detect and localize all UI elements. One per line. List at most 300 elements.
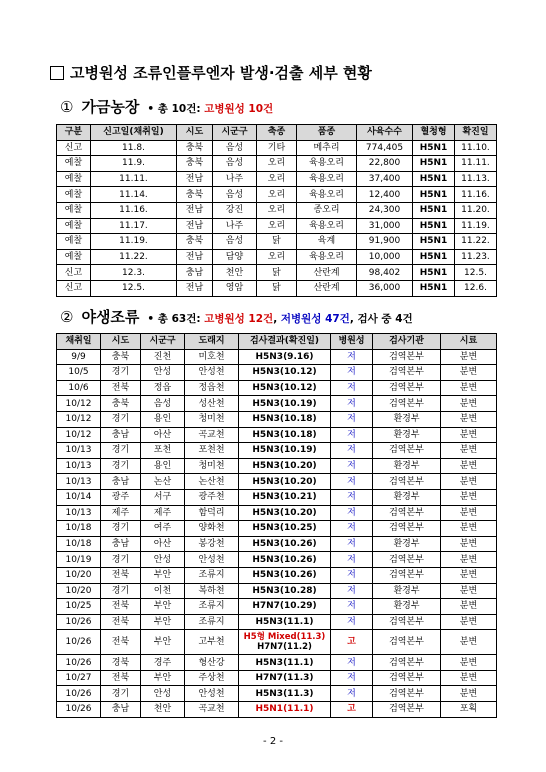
table-row: [57, 411, 497, 427]
table-cell: H5N3(10.20): [239, 505, 331, 521]
wild-header-cell: 시도: [101, 334, 141, 350]
table-cell: 검역본부: [373, 521, 441, 537]
table-cell: 영암: [213, 280, 257, 296]
table-row: [57, 702, 497, 718]
table-cell: 경기: [101, 365, 141, 381]
table-row: [57, 686, 497, 702]
table-cell: 11.23.: [455, 249, 497, 265]
table-cell: 이천: [141, 583, 185, 599]
wild-header-cell: 검사기관: [373, 334, 441, 350]
table-cell: 충북: [101, 396, 141, 412]
table-cell: 검역본부: [373, 702, 441, 718]
table-cell: 음성: [213, 234, 257, 250]
table-cell: 검역본부: [373, 567, 441, 583]
table-cell: 11.16.: [91, 202, 177, 218]
table-cell: 10/20: [57, 583, 101, 599]
table-cell: 충남: [101, 474, 141, 490]
table-row: [57, 156, 497, 172]
table-cell: 37,400: [357, 171, 413, 187]
table-cell: 안성천: [185, 552, 239, 568]
table-cell: 검역본부: [373, 474, 441, 490]
table-cell: 저: [331, 599, 373, 615]
table-cell: 전남: [177, 202, 213, 218]
table-cell: 검역본부: [373, 505, 441, 521]
table-cell: H5N3(10.18): [239, 411, 331, 427]
table-cell: 22,800: [357, 156, 413, 172]
table-cell: 10/26: [57, 686, 101, 702]
table-cell: H5N3(10.26): [239, 552, 331, 568]
table-cell: 11.9.: [91, 156, 177, 172]
table-cell: 분변: [441, 670, 497, 686]
table-row: [57, 187, 497, 203]
table-cell: 분변: [441, 521, 497, 537]
table-cell: 환경부: [373, 458, 441, 474]
table-cell: H5N3(10.20): [239, 458, 331, 474]
table-cell: 신고: [57, 280, 91, 296]
table-cell: 육용오리: [297, 218, 357, 234]
table-cell: 검역본부: [373, 552, 441, 568]
table-cell: 분변: [441, 567, 497, 583]
table-cell: 10/12: [57, 411, 101, 427]
table-cell: 분변: [441, 365, 497, 381]
table-cell: 10/13: [57, 443, 101, 459]
table-cell: H5N3(10.26): [239, 536, 331, 552]
table-cell: 10/14: [57, 489, 101, 505]
table-cell: 용인: [141, 411, 185, 427]
table-cell: 고: [331, 630, 373, 655]
table-cell: 10/13: [57, 474, 101, 490]
table-row: [57, 140, 497, 156]
table-cell: 검역본부: [373, 670, 441, 686]
table-cell: 예찰: [57, 218, 91, 234]
table-row: [57, 489, 497, 505]
table-cell: 10/27: [57, 670, 101, 686]
table-cell: 정읍천: [185, 380, 239, 396]
checkbox-square-icon: [50, 66, 64, 80]
table-cell: 11.13.: [455, 171, 497, 187]
table-row: [57, 280, 497, 296]
table-cell: 경주: [141, 655, 185, 671]
table-cell: 11.22.: [455, 234, 497, 250]
table-cell: 육용오리: [297, 156, 357, 172]
table-cell: 아산: [141, 536, 185, 552]
table-cell: 10/26: [57, 614, 101, 630]
table-cell: 11.22.: [91, 249, 177, 265]
table-cell: 복하천: [185, 583, 239, 599]
wild-header-cell: 채취일: [57, 334, 101, 350]
farm-table-header: [57, 125, 497, 141]
wild-summary-sep: ,: [273, 313, 281, 325]
table-row: [57, 614, 497, 630]
table-cell: 광주천: [185, 489, 239, 505]
table-cell: 진천: [141, 349, 185, 365]
table-cell: 환경부: [373, 427, 441, 443]
table-cell: 육용오리: [297, 249, 357, 265]
table-cell: 포획: [441, 702, 497, 718]
table-cell: H5N3(10.12): [239, 380, 331, 396]
table-cell: 10/13: [57, 505, 101, 521]
table-cell: 저: [331, 474, 373, 490]
table-cell: 10/18: [57, 536, 101, 552]
table-row: [57, 599, 497, 615]
table-cell: H5N3(10.28): [239, 583, 331, 599]
table-cell: 검역본부: [373, 380, 441, 396]
table-cell: 담양: [213, 249, 257, 265]
table-cell: 경기: [101, 443, 141, 459]
table-cell: 검역본부: [373, 396, 441, 412]
table-cell: 여주: [141, 521, 185, 537]
table-cell: 닭: [257, 234, 297, 250]
table-row: [57, 670, 497, 686]
wild-summary-lp: 저병원성 47건: [280, 313, 350, 325]
table-cell: 10/26: [57, 702, 101, 718]
table-cell: 환경부: [373, 536, 441, 552]
table-cell: 저: [331, 349, 373, 365]
table-cell: 검역본부: [373, 365, 441, 381]
table-row: [57, 396, 497, 412]
table-cell: 분변: [441, 583, 497, 599]
table-cell: H7N7(10.29): [239, 599, 331, 615]
table-cell: 10/12: [57, 427, 101, 443]
table-cell: [239, 630, 331, 655]
table-cell: 안성: [141, 686, 185, 702]
table-cell: 음성: [213, 140, 257, 156]
table-cell: 경기: [101, 521, 141, 537]
table-cell: 고: [331, 702, 373, 718]
table-cell: 산란계: [297, 265, 357, 281]
table-cell: 11.14.: [91, 187, 177, 203]
table-cell: 분변: [441, 443, 497, 459]
table-row: [57, 552, 497, 568]
table-cell: 충북: [177, 187, 213, 203]
table-cell: 분변: [441, 536, 497, 552]
farm-summary-hp: 고병원성 10건: [204, 103, 274, 115]
table-cell: 청미천: [185, 411, 239, 427]
table-cell: 미호천: [185, 349, 239, 365]
table-cell: 분변: [441, 427, 497, 443]
table-row: [57, 380, 497, 396]
table-cell: 안성천: [185, 365, 239, 381]
table-cell: 경기: [101, 552, 141, 568]
table-cell: 포천천: [185, 443, 239, 459]
table-cell: 충북: [177, 234, 213, 250]
table-cell: 종오리: [297, 202, 357, 218]
table-row: [57, 218, 497, 234]
table-cell: 분변: [441, 505, 497, 521]
table-cell: 부안: [141, 614, 185, 630]
table-cell: 육용오리: [297, 171, 357, 187]
table-cell: 검역본부: [373, 443, 441, 459]
table-cell: 부안: [141, 599, 185, 615]
table-row: [57, 505, 497, 521]
wild-section-number: ②: [60, 308, 74, 326]
table-cell: 조류지: [185, 599, 239, 615]
table-cell: 전남: [177, 171, 213, 187]
table-cell: H5N1: [413, 249, 455, 265]
table-cell: 경기: [101, 686, 141, 702]
table-cell: 11.10.: [455, 140, 497, 156]
table-cell: 10/26: [57, 655, 101, 671]
table-cell: 검역본부: [373, 655, 441, 671]
table-cell: 아산: [141, 427, 185, 443]
table-cell: H5N3(10.18): [239, 427, 331, 443]
table-row: [57, 583, 497, 599]
table-cell: 저: [331, 670, 373, 686]
farm-header-cell: 시도: [177, 125, 213, 141]
table-cell: 논산천: [185, 474, 239, 490]
table-cell: H5N3(10.26): [239, 567, 331, 583]
table-cell: 닭: [257, 265, 297, 281]
table-cell: 안성: [141, 365, 185, 381]
table-cell: 용인: [141, 458, 185, 474]
table-cell: 10/20: [57, 567, 101, 583]
table-cell: 경기: [101, 458, 141, 474]
table-cell: 오리: [257, 249, 297, 265]
wild-section-title: 야생조류: [81, 308, 140, 326]
farm-header-cell: 품종: [297, 125, 357, 141]
table-row: [57, 474, 497, 490]
table-row: [57, 427, 497, 443]
table-cell: 분변: [441, 474, 497, 490]
table-cell: 10/12: [57, 396, 101, 412]
table-cell: 제주: [141, 505, 185, 521]
table-cell: 육용오리: [297, 187, 357, 203]
table-cell: 봉강천: [185, 536, 239, 552]
table-cell: 분변: [441, 599, 497, 615]
table-row: [57, 443, 497, 459]
table-cell: 10/26: [57, 630, 101, 655]
table-row: [57, 349, 497, 365]
table-cell: 서구: [141, 489, 185, 505]
table-cell: 환경부: [373, 599, 441, 615]
table-row: [57, 521, 497, 537]
table-cell: 경기: [101, 583, 141, 599]
table-cell: 저: [331, 458, 373, 474]
farm-header-cell: 신고일(채취일): [91, 125, 177, 141]
table-cell: 환경부: [373, 489, 441, 505]
table-cell: 오리: [257, 187, 297, 203]
result-line: H5형 Mixed(11.3): [243, 632, 326, 643]
table-cell: 저: [331, 536, 373, 552]
table-cell: H5N1: [413, 234, 455, 250]
table-cell: 전북: [101, 630, 141, 655]
wild-header-cell: 도래지: [185, 334, 239, 350]
table-cell: 부안: [141, 670, 185, 686]
table-cell: 천안: [141, 702, 185, 718]
table-cell: H5N1: [413, 280, 455, 296]
table-cell: 전남: [177, 249, 213, 265]
table-cell: 메추리: [297, 140, 357, 156]
table-cell: 분변: [441, 380, 497, 396]
farm-header-cell: 축종: [257, 125, 297, 141]
wild-table: [56, 333, 497, 718]
table-cell: 전남: [177, 218, 213, 234]
table-cell: 저: [331, 552, 373, 568]
table-cell: 충남: [101, 427, 141, 443]
farm-header-cell: 혈청형: [413, 125, 455, 141]
table-cell: 안성: [141, 552, 185, 568]
result-line: H7N7(11.2): [257, 642, 312, 653]
table-cell: 주상천: [185, 670, 239, 686]
table-cell: 부안: [141, 567, 185, 583]
wild-table-header: [57, 334, 497, 350]
farm-header-cell: 시군구: [213, 125, 257, 141]
table-cell: 나주: [213, 171, 257, 187]
table-cell: 나주: [213, 218, 257, 234]
table-cell: 12.3.: [91, 265, 177, 281]
table-cell: 774,405: [357, 140, 413, 156]
table-cell: 12.6.: [455, 280, 497, 296]
table-cell: 예찰: [57, 187, 91, 203]
table-cell: 10/5: [57, 365, 101, 381]
table-row: [57, 265, 497, 281]
table-cell: 제주: [101, 505, 141, 521]
table-cell: 저: [331, 411, 373, 427]
table-cell: 산란계: [297, 280, 357, 296]
table-cell: 11.11.: [455, 156, 497, 172]
table-cell: 10/25: [57, 599, 101, 615]
table-cell: 부안: [141, 630, 185, 655]
table-cell: 형산강: [185, 655, 239, 671]
table-cell: 포천: [141, 443, 185, 459]
table-cell: 24,300: [357, 202, 413, 218]
table-cell: 오리: [257, 171, 297, 187]
table-cell: H5N3(11.1): [239, 655, 331, 671]
table-cell: 양화천: [185, 521, 239, 537]
table-cell: 정읍: [141, 380, 185, 396]
table-cell: 분변: [441, 686, 497, 702]
table-cell: 청미천: [185, 458, 239, 474]
table-cell: 기타: [257, 140, 297, 156]
table-cell: 전북: [101, 567, 141, 583]
table-row: [57, 536, 497, 552]
table-row: [57, 249, 497, 265]
table-cell: 예찰: [57, 202, 91, 218]
table-cell: 예찰: [57, 171, 91, 187]
farm-header-cell: 확진일: [455, 125, 497, 141]
table-cell: 전북: [101, 614, 141, 630]
table-cell: 저: [331, 583, 373, 599]
table-cell: 10/13: [57, 458, 101, 474]
wild-header-cell: 병원성: [331, 334, 373, 350]
table-cell: H5N1: [413, 171, 455, 187]
table-cell: 31,000: [357, 218, 413, 234]
table-cell: 광주: [101, 489, 141, 505]
wild-summary-hp: 고병원성 12건: [204, 313, 274, 325]
table-cell: H5N3(10.25): [239, 521, 331, 537]
table-row: [57, 202, 497, 218]
table-cell: 저: [331, 443, 373, 459]
table-cell: 검역본부: [373, 630, 441, 655]
table-cell: 곡교천: [185, 427, 239, 443]
wild-summary-rest: , 검사 중 4건: [349, 313, 413, 325]
table-cell: 11.17.: [91, 218, 177, 234]
farm-table: [56, 124, 497, 297]
table-cell: 12.5.: [91, 280, 177, 296]
page-title-text: 고병원성 조류인플루엔자 발생·검출 세부 현황: [70, 64, 372, 82]
table-cell: H5N1: [413, 265, 455, 281]
table-cell: H5N3(11.1): [239, 614, 331, 630]
table-cell: 음성: [213, 156, 257, 172]
table-row: [57, 171, 497, 187]
table-cell: 검역본부: [373, 686, 441, 702]
table-cell: 조류지: [185, 567, 239, 583]
table-cell: 분변: [441, 489, 497, 505]
table-cell: 검역본부: [373, 349, 441, 365]
table-cell: H5N3(10.12): [239, 365, 331, 381]
table-cell: 분변: [441, 458, 497, 474]
table-cell: 함덕리: [185, 505, 239, 521]
table-cell: 안성천: [185, 686, 239, 702]
table-cell: 전북: [101, 599, 141, 615]
page-title: [50, 62, 372, 83]
table-cell: 환경부: [373, 583, 441, 599]
page-number: - 2 -: [263, 736, 283, 747]
table-cell: 11.11.: [91, 171, 177, 187]
table-cell: 경기: [101, 411, 141, 427]
table-cell: 환경부: [373, 411, 441, 427]
table-cell: 예찰: [57, 249, 91, 265]
table-cell: 11.20.: [455, 202, 497, 218]
table-cell: 10/18: [57, 521, 101, 537]
table-cell: 91,900: [357, 234, 413, 250]
table-cell: 신고: [57, 265, 91, 281]
table-cell: 음성: [141, 396, 185, 412]
table-cell: 분변: [441, 655, 497, 671]
table-row: [57, 234, 497, 250]
table-cell: 저: [331, 505, 373, 521]
wild-summary: [147, 311, 412, 326]
farm-header-cell: 사육수수: [357, 125, 413, 141]
table-cell: 전북: [101, 670, 141, 686]
table-cell: H5N1: [413, 140, 455, 156]
table-cell: 98,402: [357, 265, 413, 281]
table-cell: 11.19.: [455, 218, 497, 234]
wild-header-cell: 시군구: [141, 334, 185, 350]
table-cell: 저: [331, 614, 373, 630]
farm-summary-prefix: • 총 10건:: [147, 103, 205, 115]
table-row: [57, 567, 497, 583]
table-cell: 저: [331, 567, 373, 583]
table-cell: 분변: [441, 411, 497, 427]
table-cell: H5N3(9.16): [239, 349, 331, 365]
table-cell: 분변: [441, 614, 497, 630]
table-cell: 10/6: [57, 380, 101, 396]
table-cell: 검역본부: [373, 614, 441, 630]
farm-section-heading: [60, 96, 273, 117]
table-cell: 저: [331, 686, 373, 702]
table-cell: 저: [331, 489, 373, 505]
wild-summary-prefix: • 총 63건:: [147, 313, 205, 325]
table-cell: 고부천: [185, 630, 239, 655]
table-cell: 천안: [213, 265, 257, 281]
table-cell: 저: [331, 521, 373, 537]
table-cell: 10/19: [57, 552, 101, 568]
wild-header-cell: 검사결과(확진일): [239, 334, 331, 350]
table-cell: 저: [331, 396, 373, 412]
table-cell: 곡교천: [185, 702, 239, 718]
table-row: [57, 365, 497, 381]
table-cell: 강진: [213, 202, 257, 218]
table-cell: H5N3(11.3): [239, 686, 331, 702]
table-cell: 12,400: [357, 187, 413, 203]
table-cell: 충남: [101, 536, 141, 552]
table-cell: 음성: [213, 187, 257, 203]
table-cell: H5N3(10.21): [239, 489, 331, 505]
table-cell: H5N1(11.1): [239, 702, 331, 718]
table-cell: 11.19.: [91, 234, 177, 250]
table-cell: 9/9: [57, 349, 101, 365]
